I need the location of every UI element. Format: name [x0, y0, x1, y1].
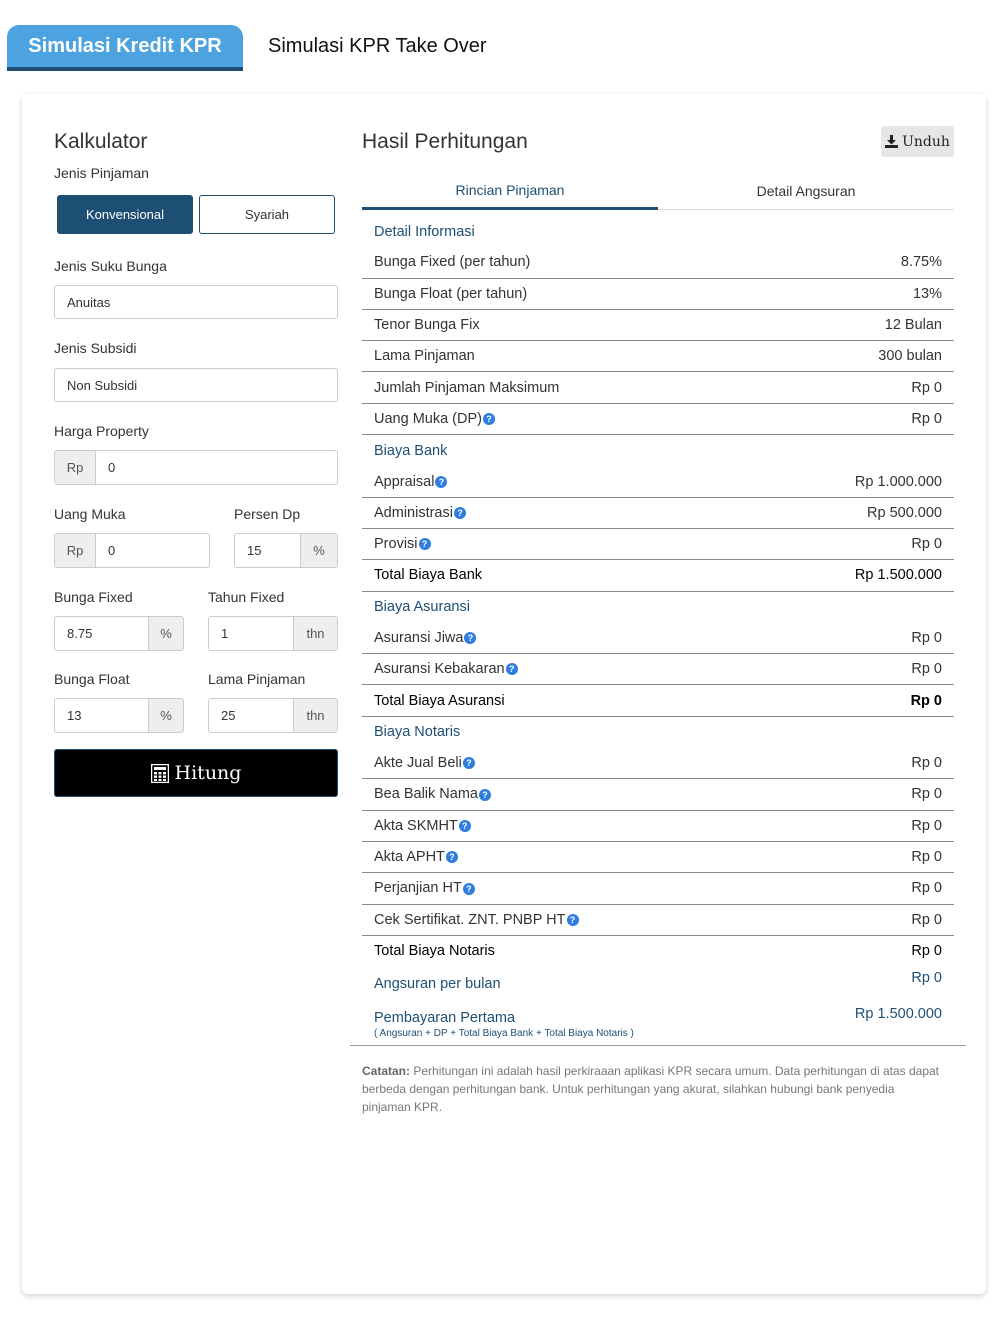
uang-muka-input[interactable]: 0 [108, 543, 116, 558]
result-row [362, 623, 954, 654]
row-label [374, 224, 475, 240]
result-row [362, 279, 954, 310]
result-row [362, 842, 954, 873]
row-value: Rp 0 [911, 536, 942, 553]
lama-pinjaman-input[interactable]: 25 [221, 708, 236, 723]
angsuran-label: Angsuran per bulan [374, 976, 501, 992]
row-label-text: Asuransi Jiwa [374, 630, 464, 646]
bunga-float-label: Bunga Float [54, 671, 130, 687]
uang-muka-prefix: Rp [55, 534, 96, 567]
result-row [362, 404, 954, 435]
result-row [362, 372, 954, 403]
result-row [362, 310, 954, 341]
result-row [362, 341, 954, 372]
help-icon[interactable]: ? [506, 663, 518, 675]
result-rows [362, 216, 954, 967]
row-value: Rp 0 [911, 379, 942, 396]
section-header [362, 717, 954, 748]
bunga-fixed-suffix: % [148, 617, 183, 650]
subsidi-select[interactable] [54, 368, 338, 402]
angsuran-summary [362, 970, 954, 992]
result-row [362, 247, 954, 278]
row-value: Rp 0 [911, 630, 942, 646]
help-icon[interactable]: ? [463, 757, 475, 769]
row-label [374, 755, 475, 771]
row-label-text: Jumlah Pinjaman Maksimum [374, 379, 560, 396]
row-label-text: Asuransi Kebakaran [374, 661, 505, 678]
row-label-text: Bea Balik Nama [374, 786, 478, 803]
row-value: 12 Bulan [884, 317, 942, 334]
subsidi-value: Non Subsidi [67, 377, 138, 393]
persen-dp-label: Persen Dp [234, 506, 301, 522]
row-value: Rp 500.000 [867, 504, 942, 521]
tahun-fixed-input[interactable]: 1 [221, 626, 229, 641]
row-value: 300 bulan [878, 348, 942, 365]
row-value: Rp 0 [911, 911, 942, 928]
suku-bunga-label: Jenis Suku Bunga [54, 258, 167, 274]
bunga-float-suffix: % [148, 699, 183, 732]
row-label-text: Appraisal [374, 473, 435, 490]
uang-muka-input-group [54, 533, 210, 568]
calculator-icon [151, 764, 169, 783]
help-icon[interactable]: ? [464, 632, 476, 644]
row-label-text: Biaya Notaris [374, 724, 461, 741]
row-label-text: Lama Pinjaman [374, 348, 475, 365]
row-label-text: Tenor Bunga Fix [374, 317, 480, 334]
row-label [374, 912, 579, 928]
pembayaran-value: Rp 1.500.000 [854, 1006, 942, 1022]
result-row [362, 936, 954, 967]
bunga-float-input-group [54, 698, 184, 733]
harga-prefix: Rp [55, 451, 96, 484]
row-label [374, 599, 470, 615]
hitung-label: Hitung [174, 762, 242, 784]
row-label [374, 724, 460, 740]
row-value: Rp 0 [911, 880, 942, 897]
suku-bunga-value: Anuitas [67, 294, 111, 310]
result-row [362, 748, 954, 779]
result-row [362, 905, 954, 936]
pembayaran-label: Pembayaran Pertama [374, 1010, 516, 1026]
harga-property-input-group [54, 450, 338, 485]
unduh-button[interactable] [881, 126, 954, 157]
section-header [362, 592, 954, 623]
angsuran-value: Rp 0 [911, 970, 942, 986]
row-label [374, 661, 518, 677]
unduh-label: Unduh [902, 133, 950, 150]
row-label-text: Cek Sertifikat. ZNT. PNBP HT [374, 911, 566, 928]
row-label [374, 693, 505, 709]
row-label [374, 286, 527, 302]
row-label-text: Bunga Fixed (per tahun) [374, 254, 531, 271]
help-icon[interactable]: ? [567, 914, 579, 926]
hitung-button[interactable] [54, 749, 338, 797]
section-header [362, 216, 954, 247]
lama-pinjaman-suffix: thn [293, 699, 337, 732]
download-icon [885, 135, 898, 148]
help-icon[interactable]: ? [419, 538, 431, 550]
konvensional-button[interactable]: Konvensional [57, 195, 193, 234]
help-icon[interactable]: ? [483, 413, 495, 425]
persen-dp-input-group [234, 533, 338, 568]
uang-muka-label: Uang Muka [54, 506, 126, 522]
persen-dp-suffix: % [300, 534, 337, 567]
suku-bunga-select[interactable] [54, 285, 338, 319]
row-label [374, 411, 495, 427]
help-icon[interactable]: ? [459, 820, 471, 832]
row-label [374, 380, 559, 396]
subsidi-label: Jenis Subsidi [54, 340, 137, 356]
row-label-text: Uang Muka (DP) [374, 410, 482, 427]
pembayaran-summary [362, 1006, 954, 1039]
result-row [362, 466, 954, 497]
help-icon[interactable]: ? [446, 851, 458, 863]
row-label [374, 849, 458, 865]
row-label [374, 567, 482, 583]
row-label-text: Akta SKMHT [374, 817, 458, 834]
row-label [374, 943, 495, 959]
row-value: 8.75% [900, 254, 942, 271]
simulation-card [22, 94, 986, 1294]
row-label-text: Akte Jual Beli [374, 755, 462, 772]
row-label-text: Bunga Float (per tahun) [374, 285, 528, 302]
result-row [362, 685, 954, 716]
help-icon[interactable]: ? [479, 789, 491, 801]
harga-property-label: Harga Property [54, 423, 149, 439]
result-row [362, 779, 954, 810]
bunga-fixed-input-group [54, 616, 184, 651]
row-label [374, 880, 475, 896]
tab-simulasi-kpr-take-over[interactable]: Simulasi KPR Take Over [268, 34, 487, 57]
row-value: Rp 0 [910, 692, 942, 709]
row-label-text: Biaya Bank [374, 442, 448, 459]
result-row [362, 498, 954, 529]
row-label-text: Akta APHT [374, 849, 445, 866]
row-value: Rp 0 [911, 661, 942, 678]
result-row [362, 529, 954, 560]
row-label-text: Total Biaya Asuransi [374, 692, 505, 709]
row-value: Rp 0 [911, 410, 942, 427]
tab-simulasi-kredit-kpr[interactable]: Simulasi Kredit KPR [7, 25, 243, 71]
row-value: Rp 0 [911, 786, 942, 803]
catatan-note [362, 1062, 942, 1116]
row-label [374, 348, 475, 364]
tahun-fixed-input-group [208, 616, 338, 651]
row-label [374, 536, 431, 552]
row-label [374, 254, 530, 270]
lama-pinjaman-label: Lama Pinjaman [208, 671, 306, 687]
jenis-pinjaman-label: Jenis Pinjaman [54, 165, 149, 181]
pembayaran-formula: ( Angsuran + DP + Total Biaya Bank + Total Biaya Notaris ) [374, 1028, 634, 1039]
bunga-float-input[interactable]: 13 [67, 708, 82, 723]
top-nav [0, 0, 1008, 80]
help-icon[interactable]: ? [463, 883, 475, 895]
syariah-button[interactable]: Syariah [199, 195, 335, 234]
row-label [374, 630, 476, 646]
row-label-text: Biaya Asuransi [374, 599, 470, 616]
help-icon[interactable]: ? [435, 476, 447, 488]
bunga-fixed-label: Bunga Fixed [54, 589, 133, 605]
calculator-title: Kalkulator [54, 130, 148, 153]
tab-rincian-pinjaman[interactable]: Rincian Pinjaman [362, 172, 658, 210]
row-value: Rp 1.500.000 [854, 567, 942, 584]
lama-pinjaman-input-group [208, 698, 338, 733]
row-label-text: Total Biaya Notaris [374, 943, 495, 960]
row-label [374, 443, 447, 459]
row-value: Rp 0 [911, 755, 942, 772]
row-label-text: Perjanjian HT [374, 880, 462, 897]
tahun-fixed-label: Tahun Fixed [208, 589, 285, 605]
harga-property-input[interactable]: 0 [108, 460, 116, 475]
row-value: Rp 1.000.000 [854, 473, 942, 490]
divider [350, 1045, 966, 1046]
row-label [374, 317, 480, 333]
section-header [362, 435, 954, 466]
help-icon[interactable]: ? [454, 507, 466, 519]
tahun-fixed-suffix: thn [293, 617, 337, 650]
row-label [374, 786, 491, 802]
result-row [362, 811, 954, 842]
row-label-text: Administrasi [374, 504, 453, 521]
row-label-text: Total Biaya Bank [374, 567, 483, 584]
row-value: 13% [912, 285, 942, 302]
row-label-text: Detail Informasi [374, 223, 475, 240]
row-value: Rp 0 [911, 817, 942, 834]
result-title: Hasil Perhitungan [362, 130, 528, 153]
row-label-text: Provisi [374, 536, 418, 553]
bunga-fixed-input[interactable]: 8.75 [67, 626, 93, 641]
catatan-label: Catatan: [362, 1064, 411, 1078]
row-label [374, 474, 447, 490]
persen-dp-input[interactable]: 15 [247, 543, 262, 558]
row-value: Rp 0 [911, 943, 942, 960]
result-row [362, 873, 954, 904]
result-row [362, 560, 954, 591]
row-value: Rp 0 [911, 849, 942, 866]
row-label [374, 505, 466, 521]
row-label [374, 818, 471, 834]
tab-detail-angsuran[interactable]: Detail Angsuran [658, 172, 954, 210]
result-row [362, 654, 954, 685]
catatan-text: Perhitungan ini adalah hasil perkiraaan aplikasi KPR secara umum. Data perhitungan di atas dapat berbeda dengan perhitungan bank. Untuk perhitungan yang akurat, silahkan hubungi bank penyedia pinjaman KPR. [362, 1064, 940, 1114]
